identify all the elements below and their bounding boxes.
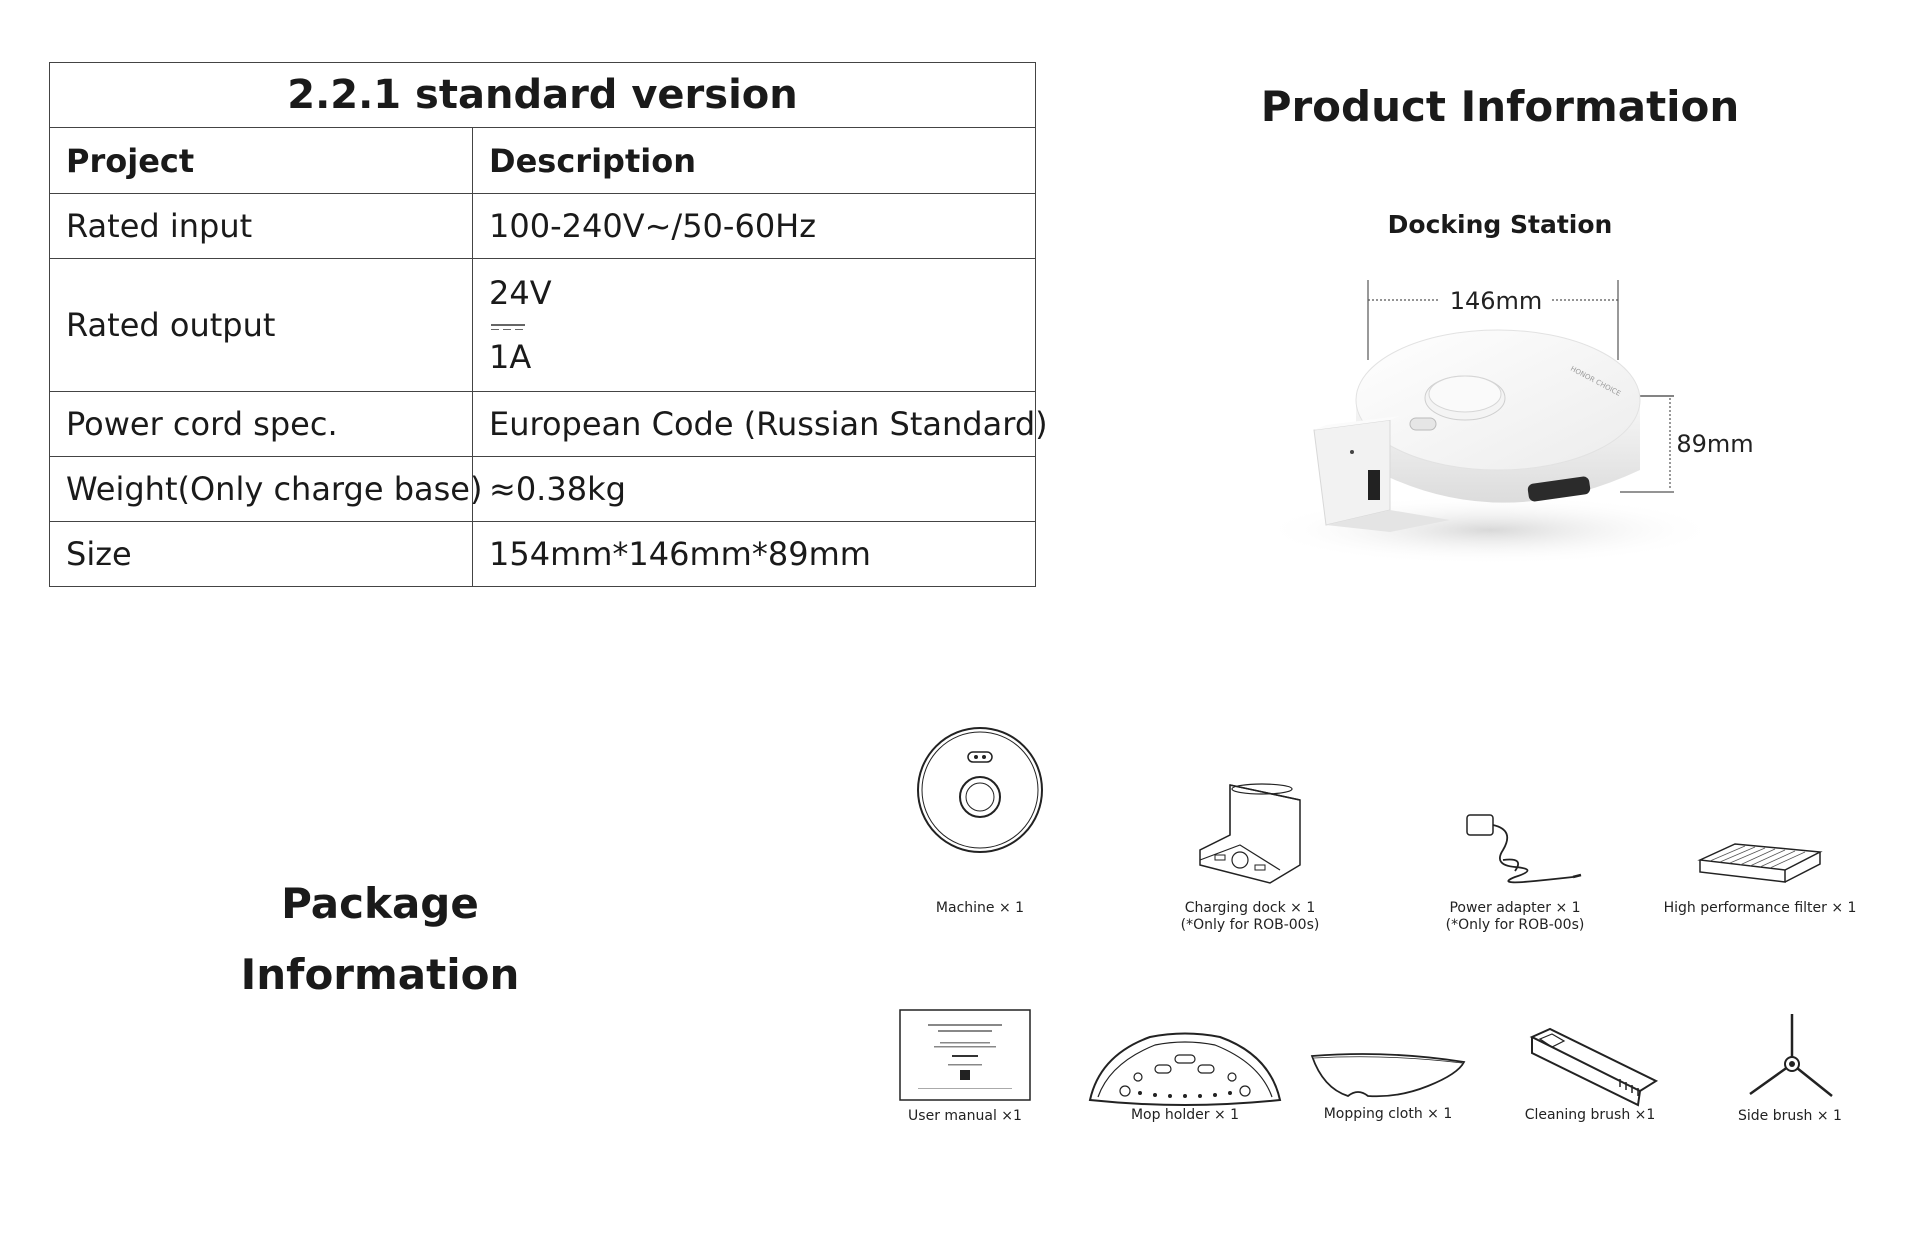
charging-dock-icon xyxy=(1180,775,1320,900)
height-dimension-label: 89mm xyxy=(1676,430,1754,458)
item-label: High performance filter × 1 xyxy=(1663,900,1857,916)
package-title-line1: Package xyxy=(281,879,479,928)
docking-station-label: Docking Station xyxy=(1387,210,1613,239)
package-info-title xyxy=(200,868,560,1010)
item-note: (*Only for ROB-00s) xyxy=(1445,917,1585,933)
description-cell: ≈0.38kg xyxy=(473,457,1036,522)
table-row xyxy=(50,392,1036,457)
item-label: Power adapter × 1 xyxy=(1449,900,1581,916)
package-item-cleaning-brush xyxy=(1515,1025,1665,1124)
power-adapter-icon xyxy=(1445,805,1585,900)
column-header-description: Description xyxy=(473,128,1036,194)
project-cell: Weight(Only charge base) xyxy=(50,457,473,522)
package-title-line2: Information xyxy=(240,950,520,999)
package-item-mopping-cloth xyxy=(1308,1048,1468,1123)
table-row xyxy=(50,194,1036,259)
width-dimension-label: 146mm xyxy=(1449,287,1543,315)
package-item-side-brush xyxy=(1725,1012,1855,1125)
dc-symbol-icon xyxy=(491,324,525,334)
package-item-filter xyxy=(1660,830,1860,917)
description-cell: European Code (Russian Standard) xyxy=(473,392,1036,457)
output-voltage: 24V xyxy=(489,274,552,312)
output-current: 1A xyxy=(489,338,532,376)
mop-holder-icon xyxy=(1080,1025,1290,1107)
side-brush-icon xyxy=(1740,1012,1840,1108)
table-row xyxy=(50,259,1036,392)
spec-table xyxy=(49,62,1048,587)
project-cell: Power cord spec. xyxy=(50,392,473,457)
item-note: (*Only for ROB-00s) xyxy=(1180,917,1320,933)
project-cell: Rated output xyxy=(50,259,473,392)
project-cell: Size xyxy=(50,522,473,587)
cleaning-brush-icon xyxy=(1520,1025,1660,1107)
robot-vacuum-icon xyxy=(915,720,1045,900)
column-header-project: Project xyxy=(50,128,473,194)
table-row xyxy=(50,522,1036,587)
item-label: Mopping cloth × 1 xyxy=(1323,1106,1453,1122)
filter-icon xyxy=(1695,830,1825,900)
item-label: Charging dock × 1 xyxy=(1184,900,1316,916)
package-item-charging-dock xyxy=(1150,775,1350,934)
item-label: User manual ×1 xyxy=(908,1108,1022,1124)
package-item-mop-holder xyxy=(1080,1025,1290,1124)
item-label: Machine × 1 xyxy=(935,900,1025,916)
table-row xyxy=(50,457,1036,522)
description-cell: 100-240V~/50-60Hz xyxy=(473,194,1036,259)
brand-mark: HONOR CHOICE xyxy=(1569,364,1622,398)
item-label: Cleaning brush ×1 xyxy=(1524,1107,1656,1123)
package-item-machine xyxy=(880,720,1080,917)
description-cell xyxy=(473,259,1036,392)
mopping-cloth-icon xyxy=(1308,1048,1468,1106)
package-item-user-manual xyxy=(890,1008,1040,1125)
item-label: Mop holder × 1 xyxy=(1130,1107,1240,1123)
user-manual-icon xyxy=(898,1008,1032,1108)
docking-station-image xyxy=(1250,270,1770,570)
description-cell: 154mm*146mm*89mm xyxy=(473,522,1036,587)
product-info-title: Product Information xyxy=(1260,82,1740,131)
table-title: 2.2.1 standard version xyxy=(50,63,1036,128)
project-cell: Rated input xyxy=(50,194,473,259)
package-item-power-adapter xyxy=(1415,805,1615,934)
item-label: Side brush × 1 xyxy=(1738,1108,1842,1124)
